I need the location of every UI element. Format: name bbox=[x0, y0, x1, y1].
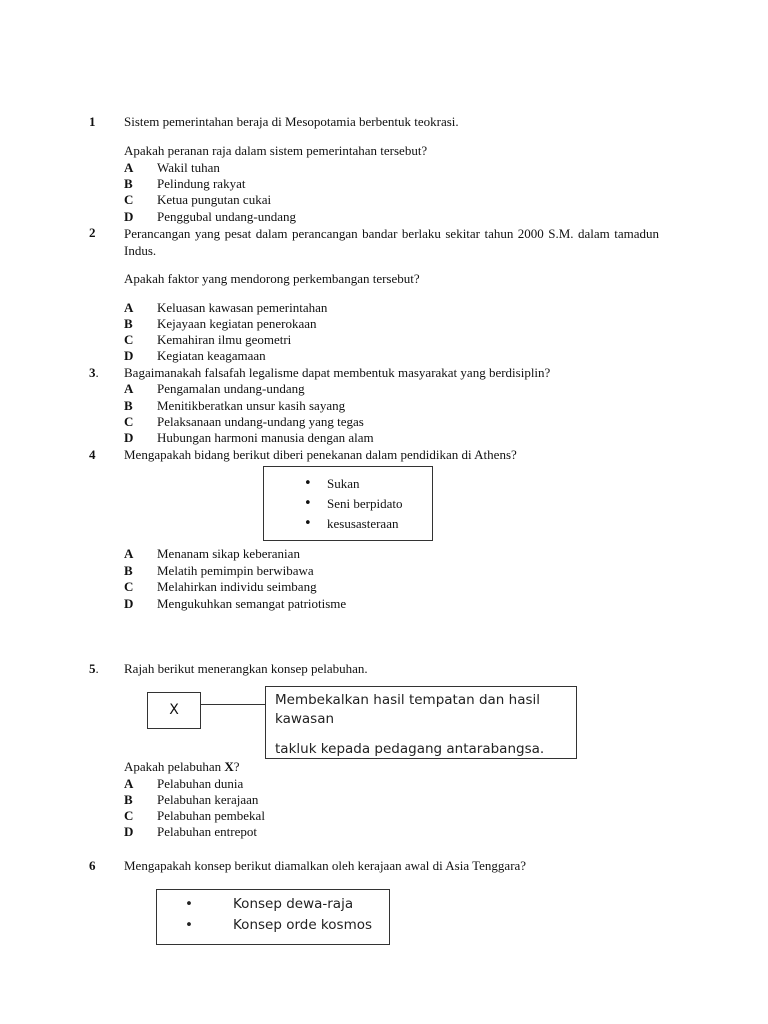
question-5-text: Apakah pelabuhan X? bbox=[124, 759, 240, 774]
q3-option-c: Pelaksanaan undang-undang yang tegas bbox=[157, 414, 364, 429]
question-5-number: 5. bbox=[89, 661, 99, 676]
q5-option-b-letter: B bbox=[124, 792, 133, 807]
q5-option-b: Pelabuhan kerajaan bbox=[157, 792, 259, 807]
bullet-icon: • bbox=[185, 917, 193, 933]
question-2-text: Apakah faktor yang mendorong perkembangan tersebut? bbox=[124, 271, 420, 286]
question-5-stem: Rajah berikut menerangkan konsep pelabuhan. bbox=[124, 661, 368, 676]
q1-option-b: Pelindung rakyat bbox=[157, 176, 246, 191]
q2-option-b: Kejayaan kegiatan penerokaan bbox=[157, 316, 317, 331]
question-1-number: 1 bbox=[89, 114, 96, 129]
diagram-description-box bbox=[265, 686, 577, 759]
q4-option-c-letter: C bbox=[124, 579, 134, 594]
q3-option-d: Hubungan harmoni manusia dengan alam bbox=[157, 430, 374, 445]
q2-option-c: Kemahiran ilmu geometri bbox=[157, 332, 292, 347]
question-3-number: 3. bbox=[89, 365, 99, 380]
q2-option-a: Keluasan kawasan pemerintahan bbox=[157, 300, 328, 315]
q3-option-a-letter: A bbox=[124, 381, 134, 396]
q3-option-c-letter: C bbox=[124, 414, 134, 429]
q4-box-item-2: Seni berpidato bbox=[327, 496, 403, 511]
q4-option-b-letter: B bbox=[124, 563, 133, 578]
q2-option-b-letter: B bbox=[124, 316, 133, 331]
q3-option-b-letter: B bbox=[124, 398, 133, 413]
q3-option-a: Pengamalan undang-undang bbox=[157, 381, 305, 396]
diagram-description-line-2: takluk kepada pedagang antarabangsa. bbox=[275, 741, 545, 757]
q5-option-a: Pelabuhan dunia bbox=[157, 776, 244, 791]
q4-box-item-3: kesusasteraan bbox=[327, 516, 399, 531]
q5-option-a-letter: A bbox=[124, 776, 134, 791]
q2-option-a-letter: A bbox=[124, 300, 134, 315]
q1-option-d: Penggubal undang-undang bbox=[157, 209, 297, 224]
q2-option-c-letter: C bbox=[124, 332, 134, 347]
question-4-number: 4 bbox=[89, 447, 96, 462]
q1-option-b-letter: B bbox=[124, 176, 133, 191]
q1-option-c: Ketua pungutan cukai bbox=[157, 192, 272, 207]
q1-option-a-letter: A bbox=[124, 160, 134, 175]
q4-fields-box bbox=[263, 466, 433, 541]
question-2-stem: Perancangan yang pesat dalam perancangan bandar berlaku sekitar tahun 2000 S.M. dalam tamadun Indus. bbox=[124, 226, 659, 258]
q4-option-a-letter: A bbox=[124, 546, 134, 561]
q1-option-a: Wakil tuhan bbox=[157, 160, 220, 175]
question-2-number: 2 bbox=[89, 225, 96, 240]
question-1-stem: Sistem pemerintahan beraja di Mesopotamia berbentuk teokrasi. bbox=[124, 114, 459, 129]
q4-option-c: Melahirkan individu seimbang bbox=[157, 579, 317, 594]
bullet-icon: • bbox=[304, 516, 312, 531]
question-3-text: Bagaimanakah falsafah legalisme dapat membentuk masyarakat yang berdisiplin? bbox=[124, 365, 551, 380]
q5-option-d: Pelabuhan entrepot bbox=[157, 824, 257, 839]
question-1-text: Apakah peranan raja dalam sistem pemerintahan tersebut? bbox=[124, 143, 428, 158]
q3-option-b: Menitikberatkan unsur kasih sayang bbox=[157, 398, 346, 413]
diagram-x-box bbox=[147, 692, 201, 729]
q4-option-d-letter: D bbox=[124, 596, 134, 611]
bullet-icon: • bbox=[304, 476, 312, 491]
question-6-text: Mengapakah konsep berikut diamalkan oleh kerajaan awal di Asia Tenggara? bbox=[124, 858, 527, 873]
q1-option-d-letter: D bbox=[124, 209, 134, 224]
bullet-icon: • bbox=[304, 496, 312, 511]
q2-option-d: Kegiatan keagamaan bbox=[157, 348, 266, 363]
bullet-icon: • bbox=[185, 896, 193, 912]
q5-option-d-letter: D bbox=[124, 824, 134, 839]
q5-option-c: Pelabuhan pembekal bbox=[157, 808, 265, 823]
q6-box-item-2: Konsep orde kosmos bbox=[233, 917, 373, 933]
q1-option-c-letter: C bbox=[124, 192, 134, 207]
q2-option-d-letter: D bbox=[124, 348, 134, 363]
question-6-number: 6 bbox=[89, 858, 96, 873]
q4-box-item-1: Sukan bbox=[327, 476, 360, 491]
q4-option-d: Mengukuhkan semangat patriotisme bbox=[157, 596, 347, 611]
diagram-description-line-1: Membekalkan hasil tempatan dan hasil kawasan bbox=[275, 692, 540, 727]
q6-box-item-1: Konsep dewa-raja bbox=[233, 896, 354, 912]
q3-option-d-letter: D bbox=[124, 430, 134, 445]
q4-option-a: Menanam sikap keberanian bbox=[157, 546, 300, 561]
q4-option-b: Melatih pemimpin berwibawa bbox=[157, 563, 314, 578]
q5-option-c-letter: C bbox=[124, 808, 134, 823]
question-4-text: Mengapakah bidang berikut diberi penekanan dalam pendidikan di Athens? bbox=[124, 447, 517, 462]
diagram-x-label: X bbox=[169, 702, 179, 718]
diagram-connector-line bbox=[200, 704, 266, 705]
q6-concepts-box bbox=[156, 889, 390, 945]
